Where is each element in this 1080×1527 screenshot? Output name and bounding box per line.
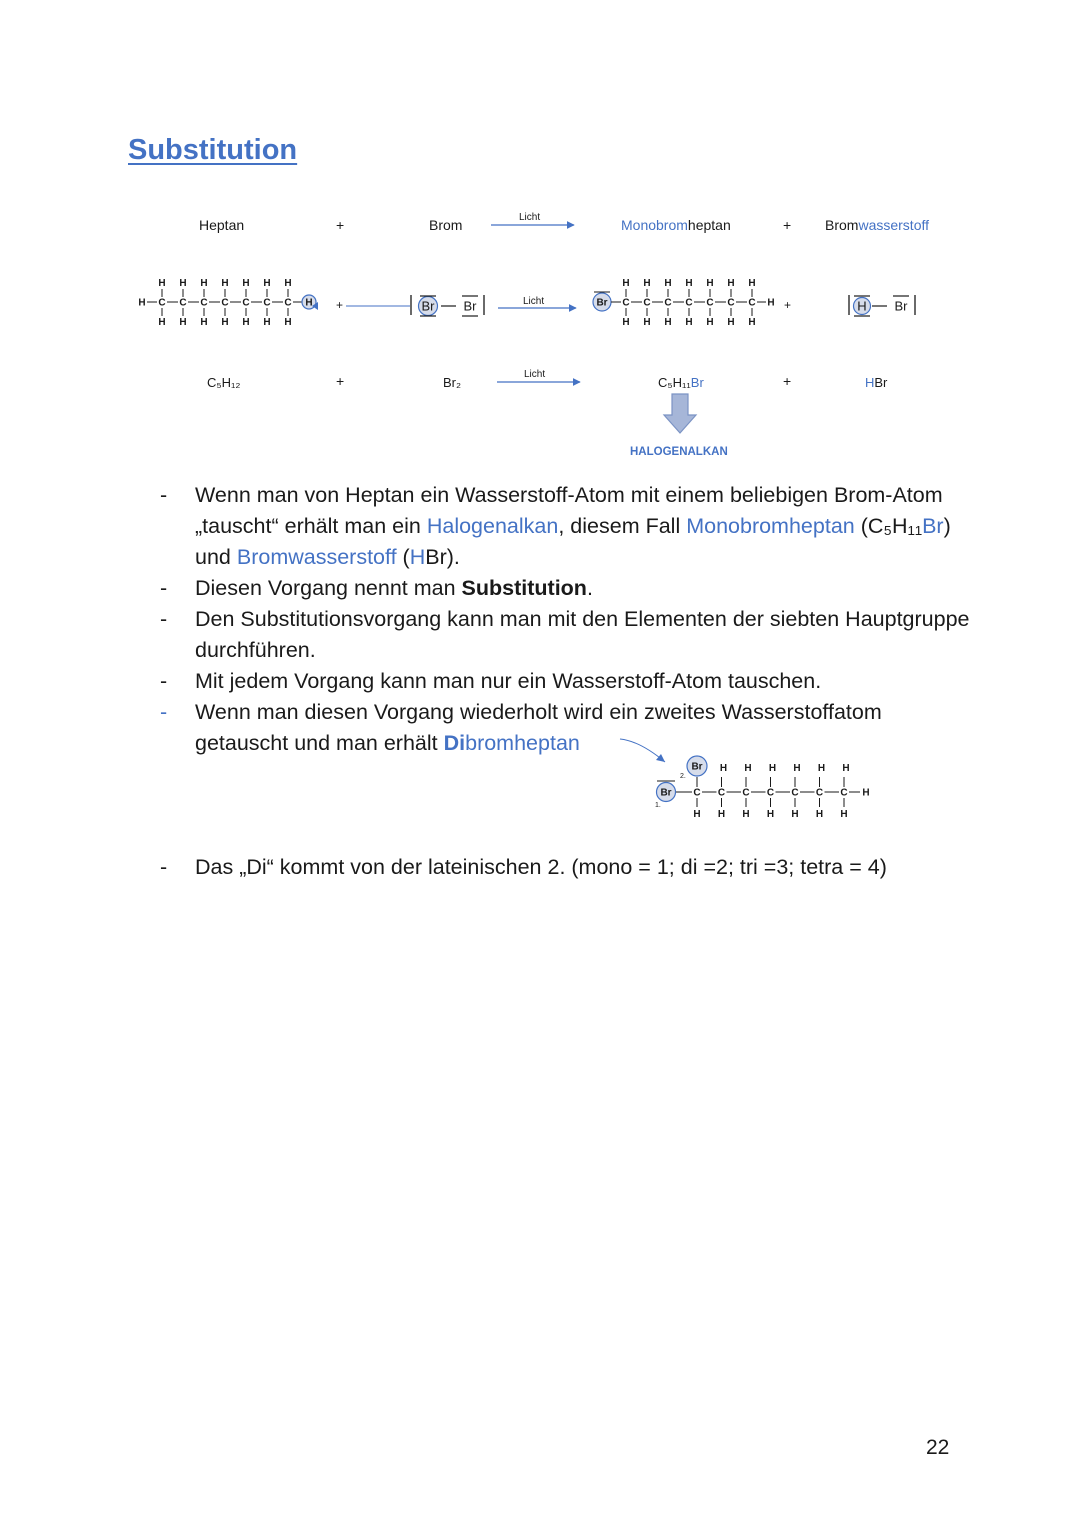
carbon-atom: C (717, 787, 726, 799)
hydrogen-atom: H (793, 763, 801, 774)
hydrogen-atom: H (685, 278, 693, 289)
hydrogen-atom: H (748, 317, 756, 328)
svg-text:H: H (857, 298, 867, 314)
bullet-item: - Mit jedem Vorgang kann man nur ein Wasserstoff-Atom tauschen. (160, 669, 822, 693)
heptan-structure (138, 278, 316, 328)
product1-name: Monobromheptan (621, 217, 731, 233)
carbon-atom: C (727, 297, 735, 309)
product2-name: Bromwasserstoff (825, 217, 929, 233)
halogenalkan-label: HALOGENALKAN (630, 446, 728, 458)
hydrogen-atom: H (622, 317, 630, 328)
reactant2-formula: Br₂ (443, 375, 462, 390)
svg-text:Br: Br (894, 298, 908, 314)
page-number: 22 (926, 1436, 950, 1459)
carbon-atom: C (748, 297, 756, 309)
carbon-atom: C (685, 297, 693, 309)
carbon-atom: C (284, 297, 292, 309)
hydrogen-atom: H (305, 297, 313, 309)
bullet-list-2 (160, 852, 980, 883)
bromine-atom: Br (660, 787, 672, 799)
svg-text:2.: 2. (680, 773, 686, 780)
hbr-structure (849, 295, 915, 316)
hydrogen-atom: H (706, 278, 714, 289)
hydrogen-atom: H (742, 809, 750, 820)
monobromheptan-structure (593, 278, 775, 328)
bromine-atom: Br (596, 297, 608, 309)
hydrogen-atom: H (791, 809, 799, 820)
structural-equation (120, 272, 950, 332)
bullet-item: - Den Substitutionsvorgang kann man mit den Elementen der siebten Hauptgruppe durchführen. (160, 607, 970, 662)
svg-text:Br: Br (463, 298, 477, 314)
hydrogen-atom: H (284, 317, 292, 328)
hydrogen-atom: H (817, 763, 826, 774)
carbon-atom: C (815, 787, 824, 799)
plus-sign: + (336, 217, 345, 233)
svg-text:1.: 1. (655, 802, 661, 809)
hydrogen-atom: H (242, 317, 250, 328)
plus-sign: + (336, 298, 344, 312)
hydrogen-atom: H (693, 809, 701, 820)
arrow-label: Licht (524, 369, 546, 380)
hydrogen-atom: H (685, 317, 693, 328)
hydrogen-atom: H (815, 809, 824, 820)
carbon-atom: C (664, 297, 672, 309)
carbon-atom: C (791, 787, 799, 799)
reactant1-name: Heptan (199, 217, 245, 233)
carbon-atom: C (221, 297, 229, 309)
pointer-arrowhead (656, 754, 665, 762)
carbon-atom: C (706, 297, 714, 309)
hydrogen-atom: H (706, 317, 714, 328)
plus-sign: + (336, 373, 345, 389)
hydrogen-atom: H (284, 278, 292, 289)
page-title: Substitution (128, 134, 298, 166)
reaction-arrow (496, 375, 582, 389)
arrow-label: Licht (519, 212, 541, 223)
hydrogen-atom: H (766, 809, 775, 820)
hydrogen-atom: H (748, 278, 756, 289)
carbon-atom: C (158, 297, 166, 309)
reactant2-name: Brom (429, 217, 463, 233)
hydrogen-atom: H (717, 809, 726, 820)
hydrogen-atom: H (138, 297, 146, 309)
hydrogen-atom: H (179, 317, 187, 328)
bullet-item: - Wenn man diesen Vorgang wiederholt wird ein zweites Wasserstoffatom getauscht und man erhält Dibromheptan (160, 700, 882, 755)
hydrogen-atom: H (200, 317, 208, 328)
hydrogen-atom: H (643, 317, 651, 328)
hydrogen-atom: H (263, 317, 271, 328)
hydrogen-atom: H (179, 278, 187, 289)
bullet-item: - Wenn man von Heptan ein Wasserstoff-Atom mit einem beliebigen Brom-Atom „tauscht“ erhält man ein Halogenalkan, diesem Fall Monobromheptan (C₅H₁₁Br) und Bromwasserstoff (HBr). (160, 483, 951, 569)
carbon-atom: C (742, 787, 750, 799)
hydrogen-atom: H (664, 317, 672, 328)
product2-formula: HBr (865, 375, 888, 390)
carbon-atom: C (242, 297, 250, 309)
hydrogen-atom: H (242, 278, 250, 289)
arrow-label: Licht (523, 296, 545, 307)
hydrogen-atom: H (158, 278, 166, 289)
hydrogen-atom: H (263, 278, 271, 289)
plus-sign: + (784, 298, 792, 312)
product1-formula: C₅H₁₁Br (658, 375, 704, 390)
bullet-list (160, 480, 980, 759)
bullet-item: - Diesen Vorgang nennt man Substitution. (160, 576, 593, 600)
hydrogen-atom: H (840, 809, 848, 820)
hydrogen-atom: H (862, 787, 870, 799)
dibromheptan-structure (610, 736, 900, 822)
hydrogen-atom: H (767, 297, 775, 309)
hydrogen-atom: H (221, 278, 229, 289)
carbon-atom: C (643, 297, 651, 309)
carbon-atom: C (200, 297, 208, 309)
plus-sign: + (783, 217, 792, 233)
carbon-atom: C (179, 297, 187, 309)
svg-text:Br: Br (421, 298, 435, 314)
carbon-atom: C (693, 787, 701, 799)
carbon-atom: C (840, 787, 848, 799)
carbon-atom: C (263, 297, 271, 309)
hydrogen-atom: H (221, 317, 229, 328)
br2-structure (411, 295, 484, 316)
reactant1-formula: C₅H₁₂ (207, 375, 241, 390)
bromine-atom: Br (691, 761, 703, 773)
hydrogen-atom: H (664, 278, 672, 289)
carbon-atom: C (766, 787, 775, 799)
hydrogen-atom: H (200, 278, 208, 289)
bullet-item: - Das „Di“ kommt von der lateinischen 2. (mono = 1; di =2; tri =3; tetra = 4) (160, 855, 887, 879)
hydrogen-atom: H (727, 317, 735, 328)
reaction-arrow (490, 218, 576, 232)
carbon-atom: C (622, 297, 630, 309)
hydrogen-atom: H (744, 763, 752, 774)
hydrogen-atom: H (719, 763, 728, 774)
hydrogen-atom: H (727, 278, 735, 289)
plus-sign: + (783, 373, 792, 389)
hydrogen-atom: H (768, 763, 777, 774)
hydrogen-atom: H (622, 278, 630, 289)
hydrogen-atom: H (158, 317, 166, 328)
hydrogen-atom: H (643, 278, 651, 289)
hydrogen-atom: H (842, 763, 850, 774)
down-arrow-icon (662, 393, 698, 435)
